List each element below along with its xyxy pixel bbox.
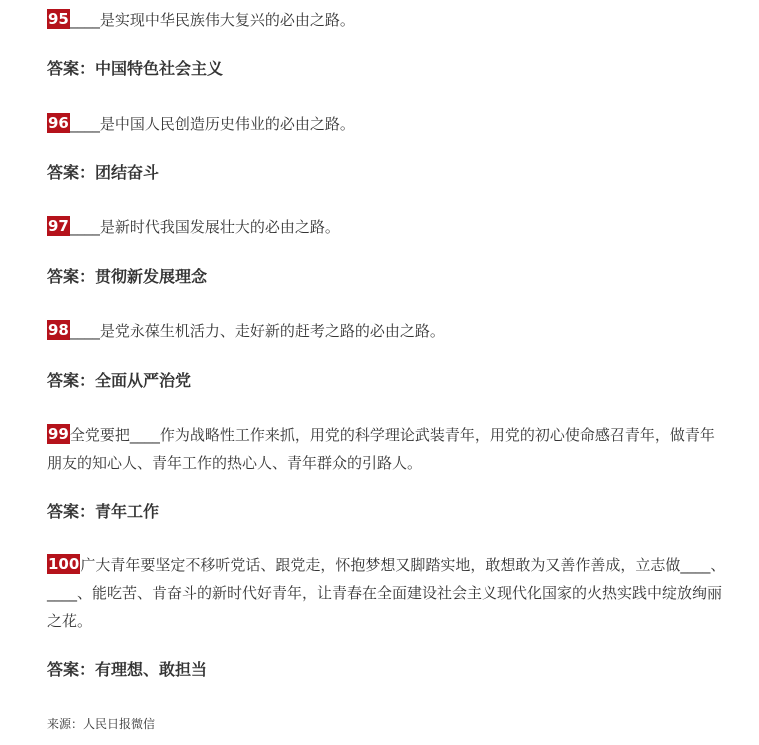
answer-98: 答案：全面从严治党 [47, 371, 192, 390]
question-number-badge: 97 [48, 217, 69, 235]
question-text: ____是实现中华民族伟大复兴的必由之路。 [69, 11, 355, 29]
question-text: ____是新时代我国发展壮大的必由之路。 [69, 218, 340, 236]
question-number-badge: 99 [48, 425, 69, 443]
question-text: ____是党永葆生机活力、走好新的赶考之路的必由之路。 [69, 322, 445, 340]
source-note: 来源：人民日报微信 [47, 717, 156, 731]
question-99 [47, 421, 727, 477]
question-97 [47, 213, 727, 241]
question-100 [47, 551, 727, 635]
question-number-badge: 98 [48, 321, 69, 339]
answer-100: 答案：有理想、敢担当 [47, 660, 208, 679]
question-text: 广大青年要坚定不移听党话、跟党走，怀抱梦想又脚踏实地，敢想敢为又善作善成，立志做____、____、能吃苦、肯奋斗的新时代好青年，让青春在全面建设社会主义现代化国家的火热实践中绽放绚丽之花。 [47, 556, 726, 630]
question-number-badge: 100 [48, 555, 80, 573]
question-number-badge: 96 [48, 114, 69, 132]
answer-99: 答案：青年工作 [47, 502, 160, 521]
question-95 [47, 6, 727, 34]
answer-95: 答案：中国特色社会主义 [47, 59, 224, 78]
question-text: ____是中国人民创造历史伟业的必由之路。 [69, 115, 355, 133]
question-number-badge: 95 [48, 10, 69, 28]
answer-97: 答案：贯彻新发展理念 [47, 267, 208, 286]
answer-96: 答案：团结奋斗 [47, 163, 160, 182]
question-text: 全党要把____作为战略性工作来抓，用党的科学理论武装青年，用党的初心使命感召青年，做青年朋友的知心人、青年工作的热心人、青年群众的引路人。 [47, 426, 715, 472]
question-96 [47, 110, 727, 138]
question-98 [47, 317, 727, 345]
